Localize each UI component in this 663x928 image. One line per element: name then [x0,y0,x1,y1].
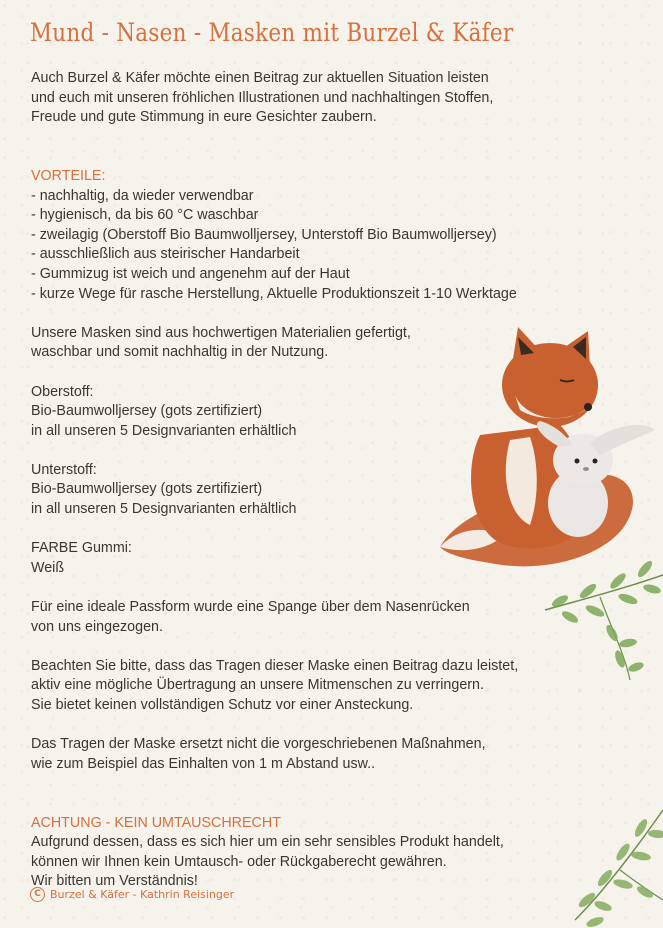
vorteile-item: - ausschließlich aus steirischer Handarbeit [31,246,300,263]
vorteile-item: - Gummizug ist weich und angenehm auf der Haut [31,265,350,282]
vorteile-item: - hygienisch, da bis 60 °C waschbar [31,207,259,224]
unterstoff-line: in all unseren 5 Designvarianten erhältlich [31,501,297,518]
vorteile-heading: VORTEILE: [31,167,106,184]
passform-line: Für eine ideale Passform wurde eine Spange über dem Nasenrücken [31,599,470,616]
oberstoff-line: Bio-Baumwolljersey (gots zertifiziert) [31,403,263,420]
passform-line: von uns eingezogen. [31,618,163,635]
intro-line: Freude und gute Stimmung in eure Gesichter zaubern. [31,109,377,126]
leaf-branch-decoration [540,555,663,685]
achtung-line: Wir bitten um Verständnis! [31,873,198,890]
vorteile-item: - zweilagig (Oberstoff Bio Baumwolljersey, Unterstoff Bio Baumwolljersey) [31,226,497,243]
vorteile-item: - kurze Wege für rasche Herstellung, Aktuelle Produktionszeit 1-10 Werktage [31,285,517,302]
vorteile-item: - nachhaltig, da wieder verwendbar [31,187,254,204]
footer-text: Burzel & Käfer - Kathrin Reisinger [50,888,235,901]
footer-credit [30,887,234,902]
oberstoff-line: in all unseren 5 Designvarianten erhältlich [31,422,297,439]
hinweis-line: aktiv eine mögliche Übertragung an unsere Mitmenschen zu verringern. [31,677,484,694]
page-title: Mund - Nasen - Masken mit Burzel & Käfer [30,18,514,47]
achtung-line: können wir Ihnen kein Umtausch- oder Rückgaberecht gewähren. [31,853,447,870]
materials-line: waschbar und somit nachhaltig in der Nutzung. [31,344,329,361]
achtung-heading: ACHTUNG - KEIN UMTAUSCHRECHT [31,814,281,831]
leaf-branch-decoration [565,800,663,928]
massnahmen-line: Das Tragen der Maske ersetzt nicht die vorgeschriebenen Maßnahmen, [31,736,486,753]
hinweis-line: Beachten Sie bitte, dass das Tragen dieser Maske einen Beitrag dazu leistet, [31,657,519,674]
fox-bunny-illustration [420,325,663,590]
materials-line: Unsere Masken sind aus hochwertigen Materialien gefertigt, [31,324,411,341]
intro-line: Auch Burzel & Käfer möchte einen Beitrag zur aktuellen Situation leisten [31,70,489,86]
achtung-line: Aufgrund dessen, dass es sich hier um ein sehr sensibles Produkt handelt, [31,834,504,851]
intro-line: und euch mit unseren fröhlichen Illustrationen und nachhaltingen Stoffen, [31,89,494,106]
hinweis-line: Sie bietet keinen vollständigen Schutz vor einer Ansteckung. [31,697,414,713]
farbe-label: FARBE Gummi: [31,540,132,557]
unterstoff-line: Bio-Baumwolljersey (gots zertifiziert) [31,481,263,498]
unterstoff-label: Unterstoff: [31,461,97,478]
farbe-value: Weiß [31,559,65,576]
massnahmen-line: wie zum Beispiel das Einhalten von 1 m Abstand usw.. [31,755,376,772]
copyright-icon: C [30,887,45,902]
oberstoff-label: Oberstoff: [31,383,94,400]
